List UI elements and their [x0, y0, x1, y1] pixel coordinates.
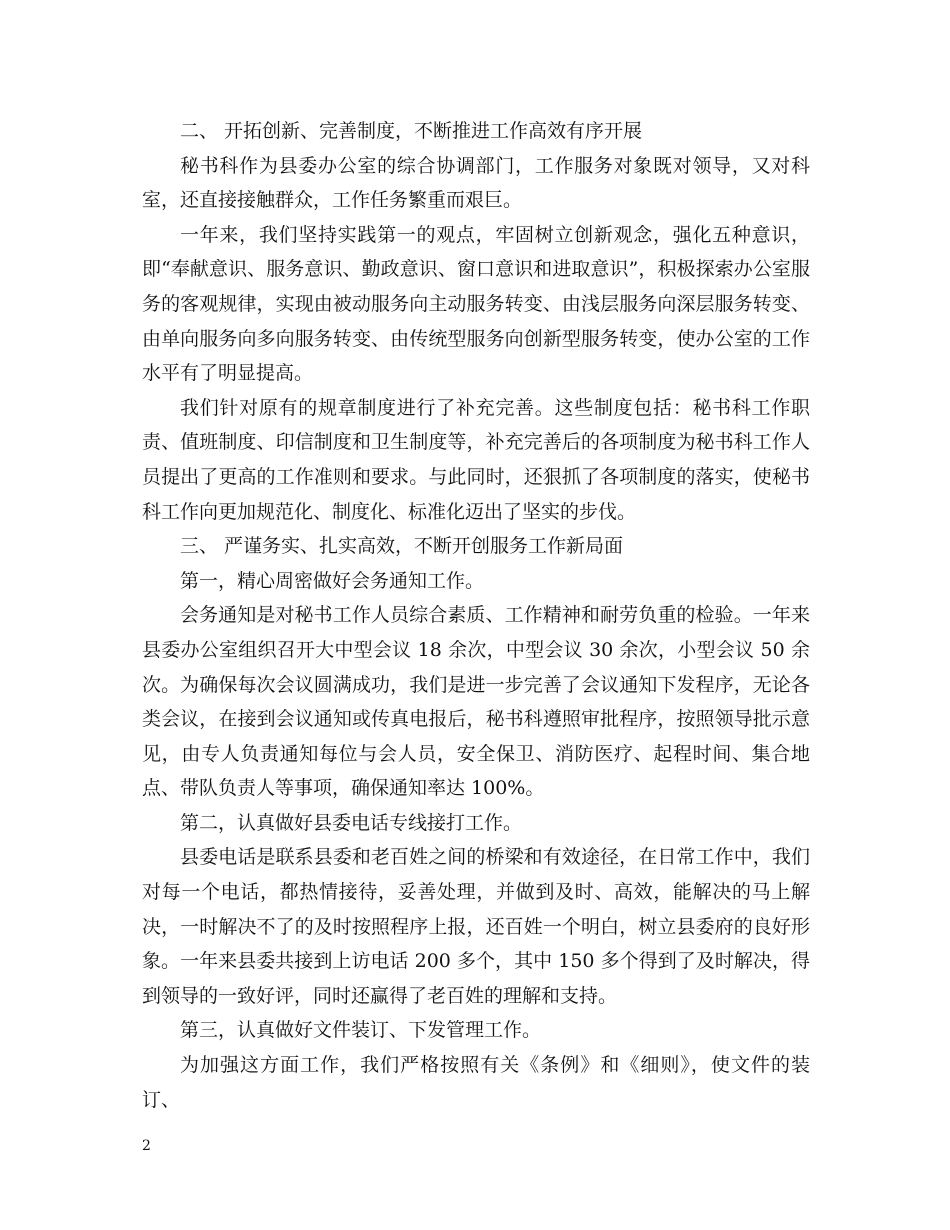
paragraph: 秘书科作为县委办公室的综合协调部门，工作服务对象既对领导，又对科室，还直接接触群众，工作任务繁重而艰巨。	[142, 154, 810, 212]
section-heading-2: 二、 开拓创新、完善制度，不断推进工作高效有序开展	[180, 120, 643, 142]
subheading-first: 第一，精心周密做好会务通知工作。	[180, 569, 485, 592]
section-heading-3: 三、 严谨务实、扎实高效，不断开创服务工作新局面	[180, 535, 624, 558]
paragraph: 县委电话是联系县委和老百姓之间的桥梁和有效途径，在日常工作中，我们对每一个电话，都热情接待，妥善处理，并做到及时、高效，能解决的马上解决，一时解决不了的及时按照程序上报，还百姓一个明白，树立县委府的良好形象。一年来县委共接到上访电话 200 多个，其中 150 多个得到了及时解决，得到领导的一致好评，同时还赢得了老百姓的理解和支持。	[142, 846, 810, 1007]
subheading-second: 第二，认真做好县委电话专线接打工作。	[180, 811, 523, 834]
paragraph: 会务通知是对秘书工作人员综合素质、工作精神和耐劳负重的检验。一年来县委办公室组织召开大中型会议 18 余次，中型会议 30 余次，小型会议 50 余次。为确保每次会议圆满成功，我们是进一步完善了会议通知下发程序，无论各类会议，在接到会议通知或传真电报后，秘书科遵照审批程序，按照领导批示意见，由专人负责通知每位与会人员，安全保卫、消防医疗、起程时间、集合地点、带队负责人等事项，确保通知率达 100%。	[142, 604, 810, 800]
page-number: 2	[142, 1138, 151, 1154]
subheading-third: 第三，认真做好文件装订、下发管理工作。	[180, 1019, 542, 1042]
paragraph: 一年来，我们坚持实践第一的观点，牢固树立创新观念，强化五种意识，即“奉献意识、服务意识、勤政意识、窗口意识和进取意识”，积极探索办公室服务的客观规律，实现由被动服务向主动服务转变、由浅层服务向深层服务转变、由单向服务向多向服务转变、由传统型服务向创新型服务转变，使办公室的工作水平有了明显提高。	[142, 223, 810, 385]
document-body	[142, 114, 810, 1117]
paragraph: 我们针对原有的规章制度进行了补充完善。这些制度包括：秘书科工作职责、值班制度、印信制度和卫生制度等，补充完善后的各项制度为秘书科工作人员提出了更高的工作准则和要求。与此同时，还狠抓了各项制度的落实，使秘书科工作向更加规范化、制度化、标准化迈出了坚实的步伐。	[142, 396, 810, 523]
paragraph: 为加强这方面工作，我们严格按照有关《条例》和《细则》，使文件的装订、	[142, 1054, 810, 1111]
